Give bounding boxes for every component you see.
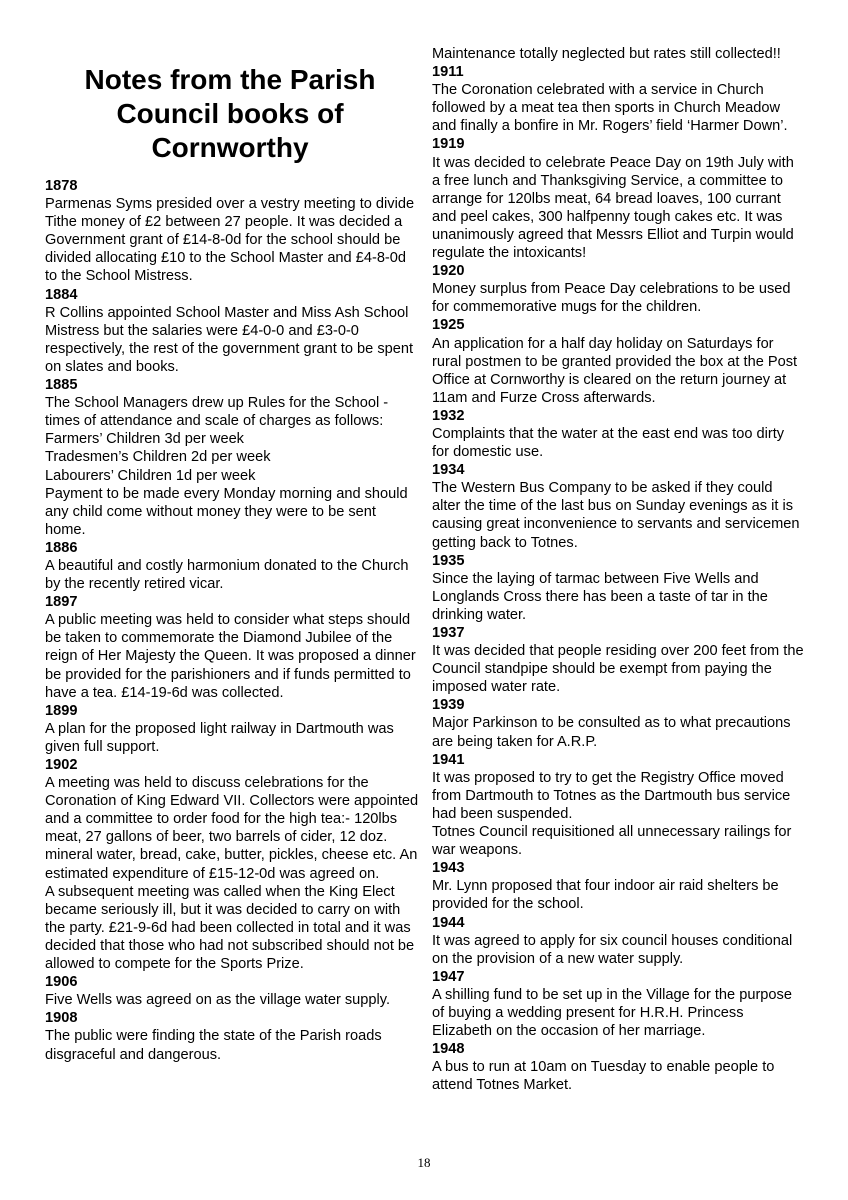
entry-1886	[45, 539, 420, 593]
entry-year: 1908	[45, 1010, 78, 1027]
entry-text: A meeting was held to discuss celebrations for the Coronation of King Edward VII. Collectors were appointed and a committee to order food for the high tea:- 120lbs meat, 27 gallons of beer, two barrels of cider, 12 doz. mineral water, bread, cake, butter, pickles, cheese etc. An estimated expenditure of £15-12-0d was agreed on.	[45, 775, 419, 882]
entry-year: 1885	[45, 377, 78, 394]
entry-year: 1939	[432, 697, 465, 714]
entry-year: 1944	[432, 914, 465, 931]
left-column	[45, 177, 420, 1064]
entry-year: 1919	[432, 136, 465, 153]
entry-text: The Western Bus Company to be asked if they could alter the time of the last bus on Sunday evenings as it is causing great inconvenience to servants and servicemen getting back to Totnes.	[432, 480, 800, 551]
entry-text: A bus to run at 10am on Tuesday to enable people to attend Totnes Market.	[432, 1059, 775, 1094]
entry-1941	[432, 751, 804, 860]
entry-year: 1878	[45, 178, 78, 194]
entry-year: 1902	[45, 757, 78, 773]
entry-text: Payment to be made every Monday morning and should any child come without money they were to be sent home.	[45, 485, 408, 538]
entry-1934	[432, 461, 804, 551]
entry-1944	[432, 914, 804, 968]
entry-1939	[432, 696, 804, 750]
entry-1925	[432, 316, 804, 406]
entry-text: Complaints that the water at the east end was too dirty for domestic use.	[432, 425, 785, 461]
entry-year: 1934	[432, 462, 465, 479]
entry-text: Totnes Council requisitioned all unnecessary railings for war weapons.	[432, 824, 792, 859]
right-column	[432, 45, 804, 1094]
entry-text: The public were finding the state of the Parish roads disgraceful and dangerous.	[45, 1028, 382, 1063]
entry-year: 1899	[45, 702, 78, 719]
entry-1884	[45, 286, 420, 376]
entry-year: 1948	[432, 1041, 465, 1058]
entry-1932	[432, 407, 804, 461]
entry-1920	[432, 262, 804, 316]
entry-text: The School Managers drew up Rules for the School - times of attendance and scale of charges as follows:	[45, 395, 389, 430]
page-title: Notes from the Parish Council books of Cornworthy	[84, 63, 376, 163]
entry-year: 1943	[432, 860, 465, 877]
entry-year: 1920	[432, 263, 465, 280]
entry-text: A plan for the proposed light railway in Dartmouth was given full support.	[45, 720, 394, 755]
entry-year: 1897	[45, 594, 78, 611]
entry-year: 1935	[432, 552, 465, 569]
entry-text: A shilling fund to be set up in the Village for the purpose of buying a wedding present for H.R.H. Princess Elizabeth on the occasion of her marriage.	[432, 986, 792, 1040]
entry-text: Tradesmen’s Children 2d per week	[45, 449, 271, 466]
entry-year: 1906	[45, 974, 78, 991]
entry-text: Money surplus from Peace Day celebrations to be used for commemorative mugs for the children.	[432, 281, 791, 316]
entry-text: The Coronation celebrated with a service in Church followed by a meat tea then sports in Church Meadow and finally a bonfire in Mr. Rogers’ field ‘Harmer Down’.	[432, 82, 788, 135]
entry-1935	[432, 552, 804, 624]
entry-text: Parmenas Syms presided over a vestry meeting to divide Tithe money of £2 between 27 people. It was decided a Government grant of £14-8-0d for the school should be divided allocating £10 to the School Master and £4-8-0d to the School Mistress.	[45, 196, 415, 285]
entry-text: A subsequent meeting was called when the King Elect became seriously ill, but it was decided to carry on with the party. £21-9-6d had been collected in total and it was decided that those who had not subscribed should not be allowed to compete for the Sports Prize.	[45, 883, 415, 973]
entry-year: 1947	[432, 968, 465, 985]
entry-year: 1886	[45, 539, 78, 556]
entry-text: Maintenance totally neglected but rates still collected!!	[432, 46, 781, 62]
entry-1897	[45, 593, 420, 702]
page-number: 18	[417, 1155, 431, 1170]
entry-year: 1932	[432, 407, 465, 424]
entry-text: Mr. Lynn proposed that four indoor air raid shelters be provided for the school.	[432, 878, 779, 913]
entry-1906	[45, 973, 420, 1009]
entry-text: It was decided to celebrate Peace Day on 19th July with a free lunch and Thanksgiving Service, a committee to arrange for 120lbs meat, 64 bread loaves, 100 currant and peel cakes, 300 halfpenny tough cakes etc. It was unanimously agreed that Messrs Elliot and Turpin would regulate the intoxicants!	[432, 154, 794, 262]
entry-1899	[45, 702, 420, 756]
entry-1878	[45, 177, 420, 286]
entry-1902	[45, 756, 420, 973]
entry-text: It was agreed to apply for six council houses conditional on the provision of a new water supply.	[432, 932, 793, 967]
entry-text: Labourers’ Children 1d per week	[45, 467, 256, 484]
entry-text: Major Parkinson to be consulted as to what precautions are being taken for A.R.P.	[432, 715, 791, 750]
entry-text: Five Wells was agreed on as the village water supply.	[45, 992, 391, 1009]
entry-continued	[432, 45, 804, 63]
entry-1943	[432, 859, 804, 913]
entry-year: 1911	[432, 64, 464, 81]
entry-1911	[432, 63, 804, 135]
entry-text: A public meeting was held to consider what steps should be taken to commemorate the Diamond Jubilee of the reign of Her Majesty the Queen. It was proposed a dinner be provided for the parishioners and if funds permitted to have a tea. £14-19-6d was collected.	[45, 612, 416, 701]
entry-year: 1937	[432, 625, 465, 641]
entry-year: 1941	[432, 751, 465, 768]
entry-text: An application for a half day holiday on Saturdays for rural postmen to be granted provided the box at the Post Office at Cornworthy is cleared on the return journey at 11am and Furze Cross afterwards.	[432, 335, 798, 406]
entry-text: Since the laying of tarmac between Five Wells and Longlands Cross there has been a taste of tar in the drinking water.	[432, 570, 768, 623]
entry-year: 1884	[45, 286, 78, 303]
entry-text: It was decided that people residing over 200 feet from the Council standpipe should be exempt from paying the imposed water rate.	[432, 643, 804, 696]
entry-text: Farmers’ Children 3d per week	[45, 431, 244, 448]
entry-1919	[432, 135, 804, 262]
entry-year: 1925	[432, 317, 465, 334]
entry-1885	[45, 376, 420, 539]
entry-text: It was proposed to try to get the Registry Office moved from Dartmouth to Totnes as the Dartmouth bus service had been suspended.	[432, 769, 791, 822]
entry-text: R Collins appointed School Master and Miss Ash School Mistress but the salaries were £4-0-0 and £3-0-0 respectively, the rest of the government grant to be spent on slates and books.	[45, 304, 414, 375]
entry-text: A beautiful and costly harmonium donated to the Church by the recently retired vicar.	[45, 557, 409, 593]
entry-1937	[432, 624, 804, 696]
entry-1948	[432, 1040, 804, 1094]
entry-1908	[45, 1009, 420, 1063]
entry-1947	[432, 968, 804, 1040]
